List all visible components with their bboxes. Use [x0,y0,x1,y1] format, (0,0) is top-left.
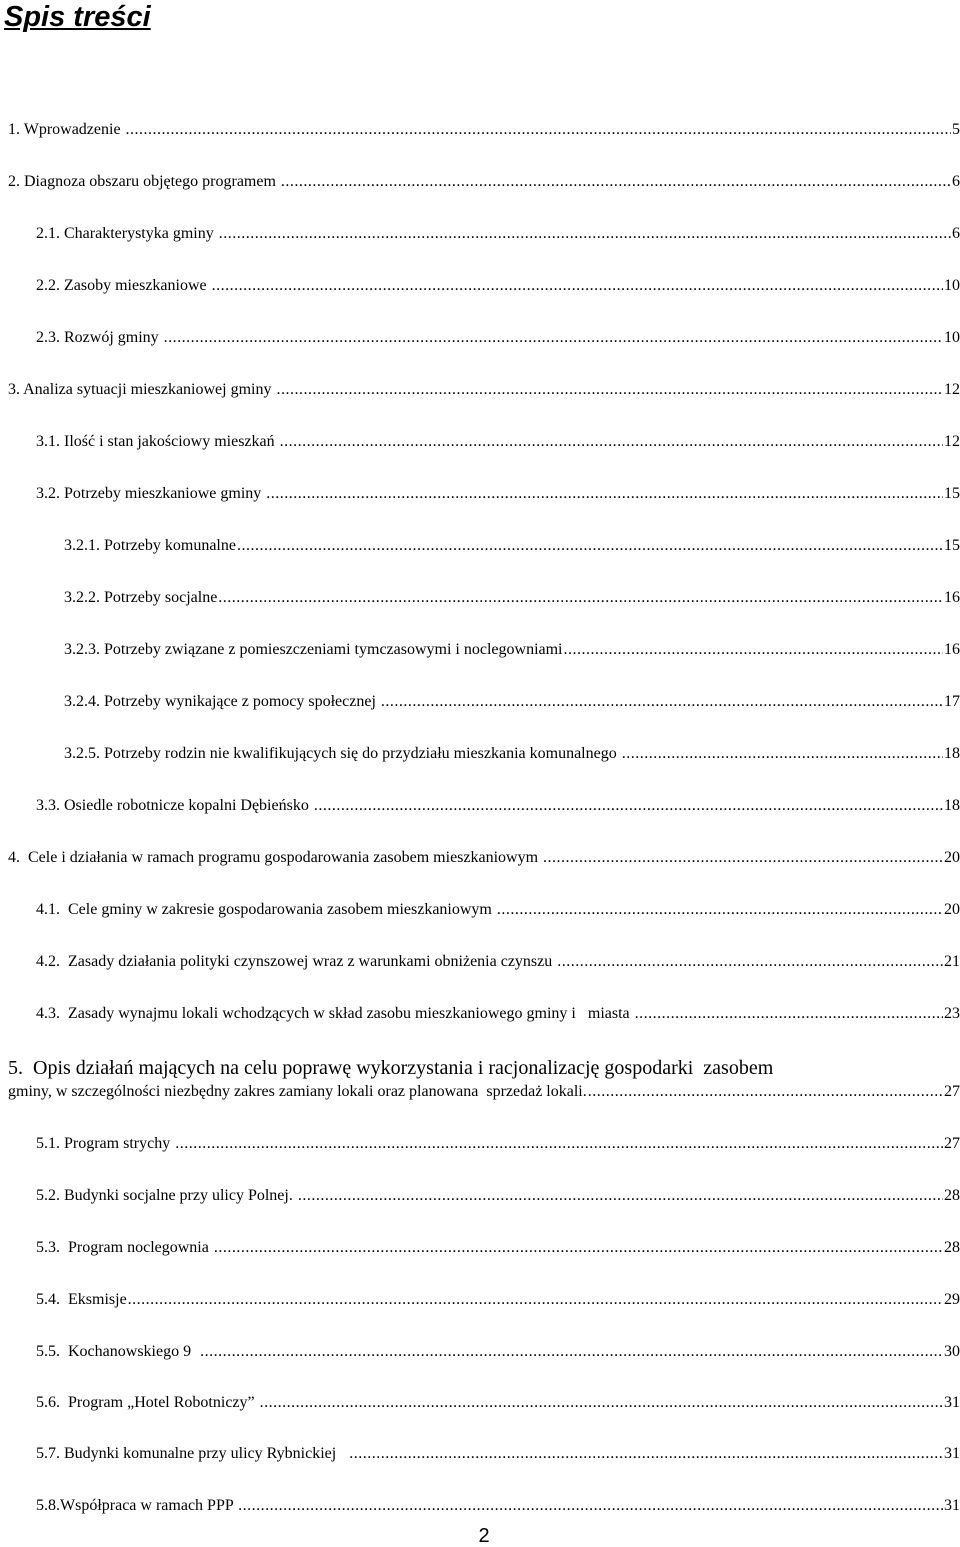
toc-entry[interactable] [64,745,960,771]
toc-entry-text: 4.2. Zasady działania polityki czynszowej wraz z warunkami obniżenia czynszu [36,953,557,970]
toc-entry[interactable] [36,797,960,823]
toc-entry[interactable] [64,537,960,563]
toc-entry[interactable] [36,1187,960,1213]
dot-leader [238,1497,943,1515]
toc-entry-text: 5.8.Współpraca w ramach PPP [36,1497,238,1514]
page-number: 2 [478,1525,490,1547]
toc-entry-text: 4.1. Cele gminy w zakresie gospodarowania zasobem mieszkaniowym [36,901,496,918]
toc-entry-page: 21 [944,953,960,970]
toc-entry-text: 3.1. Ilość i stan jakościowy mieszkań [36,433,279,450]
toc-entry[interactable] [36,1497,960,1523]
toc-entry[interactable] [64,589,960,615]
dot-leader [635,1005,943,1023]
toc-entry-text: 4.3. Zasady wynajmu lokali wchodzących w skład zasobu mieszkaniowego gminy i miasta [36,1005,634,1022]
toc-entry-text: 3.3. Osiedle robotnicze kopalni Dębieńsko [36,797,313,814]
dot-leader [266,485,943,503]
toc-entry-text: 5.4. Eksmisje [36,1291,127,1308]
toc-entry-page: 30 [944,1343,960,1360]
dot-leader [298,1187,943,1205]
dot-leader [588,1083,943,1101]
toc-entry-page: 15 [944,485,960,502]
toc-entry[interactable] [36,1394,960,1420]
toc-entry-page: 28 [944,1239,960,1256]
dot-leader [497,901,943,919]
toc-entry-text: 3.2.5. Potrzeby rodzin nie kwalifikujących się do przydziału mieszkania komunalnego [64,745,621,762]
toc-entry[interactable] [8,173,960,199]
toc-entry-text: 5.3. Program noclegownia [36,1239,213,1256]
toc-entry-page: 18 [944,797,960,814]
toc-entry-page: 20 [944,849,960,866]
toc-entry-text: 2. Diagnoza obszaru objętego programem [8,173,280,190]
toc-title: Spis treści [4,1,151,33]
toc-entry[interactable] [36,485,960,511]
toc-entry[interactable] [36,1291,960,1317]
toc-entry[interactable] [8,849,960,875]
toc-entry-text: gminy, w szczególności niezbędny zakres zamiany lokali oraz planowana sprzedaż lokali. [8,1083,587,1100]
dot-leader [564,641,944,659]
toc-entry-text: 5.2. Budynki socjalne przy ulicy Polnej. [36,1187,297,1204]
toc-entry[interactable] [36,1445,960,1471]
toc-entry[interactable] [36,329,960,355]
toc-entry-page: 31 [944,1497,960,1514]
toc-entry-page: 6 [952,173,960,190]
toc-entry[interactable] [36,1343,960,1369]
dot-leader [314,797,943,815]
dot-leader [218,589,943,607]
toc-entry-text: 3. Analiza sytuacji mieszkaniowej gminy [8,381,276,398]
toc-entry[interactable] [64,641,960,667]
dot-leader [219,225,951,243]
toc-entry[interactable] [64,693,960,719]
toc-entry-page: 16 [944,641,960,658]
dot-leader [214,1239,943,1257]
dot-leader [349,1445,943,1463]
toc-entry-page: 27 [944,1083,960,1100]
toc-entry-page: 31 [944,1394,960,1411]
toc-entry-text: 5.7. Budynki komunalne przy ulicy Rybnickiej [36,1445,349,1462]
toc-entry-text: 5.1. Program strychy [36,1135,175,1152]
toc-entry-text: 3.2.4. Potrzeby wynikające z pomocy społecznej [64,693,380,710]
dot-leader [277,381,944,399]
toc-entry-page: 10 [944,277,960,294]
toc-entry-text: 4. Cele i działania w ramach programu gospodarowania zasobem mieszkaniowym [8,849,543,866]
dot-leader [281,173,951,191]
dot-leader [280,433,943,451]
toc-entry[interactable] [36,1005,960,1031]
toc-entry-page: 5 [952,121,960,138]
toc-entry-page: 16 [944,589,960,606]
toc-entry-text: 3.2.2. Potrzeby socjalne [64,589,218,606]
toc-entry-text: 3.2. Potrzeby mieszkaniowe gminy [36,485,266,502]
dot-leader [543,849,943,867]
toc-entry[interactable] [36,433,960,459]
toc-entry[interactable] [36,901,960,927]
dot-leader [128,1291,943,1309]
dot-leader [381,693,943,711]
dot-leader [164,329,943,347]
toc-entry[interactable] [36,277,960,303]
toc-entry-text: 2.3. Rozwój gminy [36,329,163,346]
toc-entry-page: 20 [944,901,960,918]
dot-leader [557,953,943,971]
dot-leader [622,745,943,763]
toc-entry[interactable] [36,225,960,251]
toc-entry-text: 2.2. Zasoby mieszkaniowe [36,277,211,294]
toc-entry-page: 17 [944,693,960,710]
toc-entry-page: 10 [944,329,960,346]
dot-leader [237,537,943,555]
dot-leader [175,1135,943,1153]
toc-entry-page: 31 [944,1445,960,1462]
toc-entry-text: 1. Wprowadzenie [8,121,125,138]
toc-entry-text: 5.5. Kochanowskiego 9 [36,1343,200,1360]
toc-entry[interactable] [8,121,960,147]
toc-entry-page: 12 [944,381,960,398]
toc-entry-text: 3.2.1. Potrzeby komunalne [64,537,236,554]
toc-entry-page: 27 [944,1135,960,1152]
toc-entry-page: 6 [952,225,960,242]
toc-entry-page: 23 [944,1005,960,1022]
toc-entry-page: 12 [944,433,960,450]
toc-entry-first-line[interactable]: 5. Opis działań mających na celu poprawę wykorzystania i racjonalizację gospodarki zasobem [8,1057,774,1079]
toc-entry-page: 28 [944,1187,960,1204]
toc-entry[interactable] [36,1239,960,1265]
dot-leader [260,1394,943,1412]
toc-entry[interactable] [36,1135,960,1161]
toc-entry-text: 2.1. Charakterystyka gminy [36,225,218,242]
dot-leader [212,277,943,295]
toc-entry-page: 18 [944,745,960,762]
dot-leader [126,121,951,139]
toc-entry[interactable] [8,1083,960,1109]
dot-leader [200,1343,943,1361]
toc-entry-page: 29 [944,1291,960,1308]
toc-entry-page: 15 [944,537,960,554]
toc-entry-text: 5.6. Program „Hotel Robotniczy” [36,1394,259,1411]
toc-entry-text: 3.2.3. Potrzeby związane z pomieszczeniami tymczasowymi i noclegowniami [64,641,563,658]
toc-entry[interactable] [36,953,960,979]
toc-entry[interactable] [8,381,960,407]
